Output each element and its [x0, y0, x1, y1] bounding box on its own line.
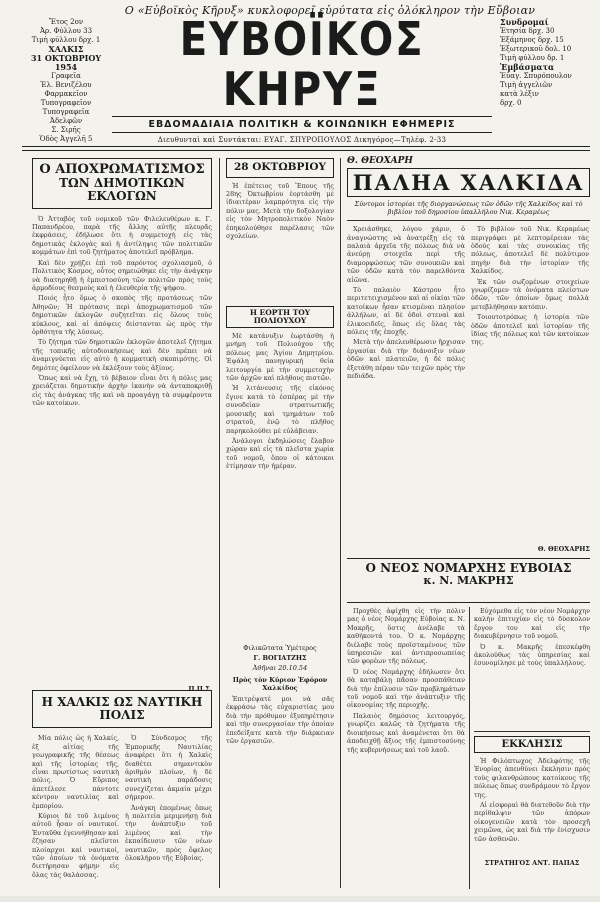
article-body [32, 215, 212, 683]
ear-subtitle: Ἐμβάσματα [500, 62, 555, 72]
article-neos-nomarchis-body [347, 607, 465, 889]
article-body [226, 695, 334, 895]
article-body [226, 182, 334, 302]
headline: Ο ΝΕΟΣ ΝΟΜΑΡΧΗΣ ΕΥΒΟΙΑΣ [365, 561, 572, 575]
ear-line: Ἀρ. Φύλλου 33 [39, 27, 93, 35]
right-ear-box [500, 18, 588, 108]
ear-line: Ἑξάμηνος δρχ. 15 [500, 36, 564, 44]
article-body [347, 607, 465, 889]
ear-city: ΧΑΛΚΙΣ [48, 44, 84, 54]
signature-name: Γ. ΒΟΓΙΑΤΖΗΣ [253, 654, 307, 663]
paragraph: Ἡ ἐπέτειος τοῦ Ἔπους τῆς 28ης Ὀκτωβρίου ἑορτάσθη μὲ ἰδιαιτέραν λαμπρότητα εἰς τὴν πόλιν μας. Μετὰ τὴν δοξολογίαν εἰς τὸν Μητροπολιτικὸν Ναὸν ἐπηκολούθησε παρέλασις τῶν σχολείων. [226, 181, 334, 240]
headline: κ. Ν. ΜΑΚΡΗΣ [423, 574, 514, 588]
two-column-body [32, 734, 212, 902]
paragraph: Ὁ Σύνδεσμος τῆς Ἐμπορικῆς Ναυτιλίας ἀναφέρει ὅτι ἡ Χαλκὶς διαθέτει σημαντικὸν ἀριθμὸν πλοίων, ἡ δὲ ναυτικὴ παράδοσις συνεχίζεται ἀκμαία μέχρι σήμερον. [125, 734, 212, 802]
article-body [226, 332, 334, 642]
ear-line: Τιμὴ φύλλου δρ. 1 [500, 54, 565, 62]
paragraph: Ὁ Ἀτταβὸς τοῦ νομικοῦ τῶν Φιλελευθέρων κ. Γ. Παπανδρέου, παρὰ τῆς ἄλλης αὐτῆς πλευρᾶς ἐκφράσεις, ἐδήλωσε ὅτι ἡ συμμετοχὴ εἰς τὰς δημοτικὰς ἐκλογὰς καὶ ἡ ἀντίληψις τῶν πολιτικῶν κομμάτων ἐπὶ τοῦ ζητήματος ἀποτελεῖ πρόβλημα. [32, 214, 212, 257]
ear-line: Τιμὴ ἀγγελιῶν [500, 81, 553, 89]
article-28-oktovriou [226, 158, 334, 888]
headline-ekklisis: ΕΚΚΛΗΣΙΣ [501, 739, 563, 750]
paragraph: Τοιουτοτρόπως ἡ ἱστορία τῶν ὁδῶν ἀποτελεῖ καὶ ἱστορίαν τῆς ἰδίας τῆς πόλεως καὶ τῶν κατοίκων της. [471, 313, 589, 347]
paragraph: Ποιός ἦτο ὅμως ὁ σκοπὸς τῆς προτάσεως τῶν Ἀθηνῶν; Ἡ πρότασις περὶ ἀποχρωματισμοῦ τῶν δημοτικῶν ἐκλογῶν συζητεῖται εἰς ὅλους τοὺς κύκλους, καὶ αἱ ἀπόψεις διίστανται ὡς πρὸς τὴν ὀρθότητα τῆς λύσεως. [32, 294, 212, 336]
paragraph: Μὲ κατάνυξιν ἑωρτάσθη ἡ μνήμη τοῦ Πολιούχου τῆς πόλεως μας Ἁγίου Δημητρίου. Ἐψάλη πανηγυρικὴ θεία λειτουργία μὲ τὴν συμμετοχὴν τῶν ἀρχῶν καὶ πλήθους πιστῶν. [226, 332, 334, 383]
article-body [471, 225, 589, 543]
ear-line: Ὁδὸς Ἀγγελῆ 5 [39, 135, 93, 143]
column-divider [219, 158, 220, 888]
paragraph: Εὐχόμεθα εἰς τὸν νέον Νομάρχην καλὴν ἐπιτυχίαν εἰς τὸ δύσκολον ἔργον του καὶ εἰς τὴν διακυβέρνησιν τοῦ νομοῦ. [474, 607, 590, 641]
masthead-rule-thin [22, 150, 590, 151]
paragraph: Προχθὲς ἀφίχθη εἰς τὴν πόλιν μας ὁ νέος Νομάρχης Εὐβοίας κ. Ν. Μακρῆς, ὅστις ἀνέλαβε τὰ καθήκοντά του. Ὁ κ. Νομάρχης διέλαβε τοὺς προϊσταμένους τῶν ὑπηρεσιῶν καὶ ἀντιπροσωπείας τῶν φορέων τῆς πόλεως. [347, 607, 465, 666]
headline-box [347, 168, 590, 197]
ear-line: δρχ. 0 [500, 99, 522, 107]
article-body [474, 757, 590, 857]
paragraph: Ἐπιτρέψατέ μοι νὰ σᾶς ἐκφράσω τὰς εὐχαριστίας μου διὰ τὴν πρόθυμον ἐξυπηρέτησιν καὶ τὴν συνεργασίαν τὴν ὁποίαν ἐπεδείξατε κατὰ τὴν διάρκειαν τῶν ἐργασιῶν. [226, 695, 334, 746]
article-body [32, 734, 119, 902]
article-body [474, 607, 590, 727]
newspaper-editors: Διευθυνταὶ καὶ Συντάκται: ΕΥΑΓ. ΣΠΥΡΟΠΟΥΛΟΣ Δικηγόρος—Τηλέφ. 2-33 [157, 136, 447, 144]
column-divider [469, 607, 470, 889]
headline-box [474, 736, 590, 753]
ear-line: Γραφεῖα [51, 72, 81, 80]
article-palia-chalkida [347, 156, 590, 556]
paragraph: Τὸ παλαιὸν Κάστρον ἦτο περιτετειχισμένον καὶ αἱ οἰκίαι τῶν κατοίκων ἦσαν κτισμέναι πλησίον ἀλλήλων, αἱ δὲ ὁδοὶ στεναὶ καὶ ἑλικοειδεῖς, ὅπως εἰς ὅλας τὰς πόλεις τῆς ἐποχῆς. [347, 285, 465, 336]
separator [474, 731, 590, 732]
paragraph: Ἀνάγκη ἐπομένως ὅπως ἡ πολιτεία μεριμνήσῃ διὰ τὴν ἀνάπτυξιν τοῦ λιμένος καὶ τὴν ἐκπαίδευσιν τῶν νέων ναυτικῶν, πρὸς ὄφελος ὁλοκλήρου τῆς Εὐβοίας. [125, 803, 212, 863]
issue-date: 31 ΟΚΤΩΒΡΙΟΥ 1954 [30, 53, 102, 72]
newspaper-subtitle: ΕΒΔΟΜΑΔΙΑΙΑ ΠΟΛΙΤΙΚΗ & ΚΟΙΝΩΝΙΚΗ ΕΦΗΜΕΡΙΣ [112, 116, 492, 133]
paragraph: Κύριοι δὲ τοῦ λιμένος αὐτοῦ ἦσαν οἱ ναυτικοί. Ἐνταῦθα ἐγεννήθησαν καὶ ἔζησαν πλεῖστοι πλοίαρχοι καὶ ναυτικοί, τῶν ὁποίων τὰ ὀνόματα διετήρησαν φήμην εἰς ὅλας τὰς θαλάσσας. [32, 812, 119, 879]
paragraph: Τὸ βιβλίον τοῦ Νικ. Κεραμέως περιγράφει μὲ λεπτομέρειαν τὰς ὁδοὺς καὶ τὰς συνοικίας τῆς πόλεως, ἀποτελεῖ δὲ πολύτιμον πηγὴν διὰ τὴν ἱστορίαν τῆς Χαλκίδος. [471, 225, 589, 276]
paragraph: Χρειάσθηκε, λόγου χάριν, ὁ ἀναγνώστης νὰ ἀνατρέξῃ εἰς τὰ παλαιὰ ἀρχεῖα τῆς πόλεως διὰ νὰ ἀνεύρῃ στοιχεῖα περὶ τῆς διαμορφώσεως τῶν συνοικιῶν καὶ τῶν ὁδῶν κατὰ τὸν παρελθόντα αἰῶνα. [347, 225, 465, 284]
masthead-rule [22, 146, 590, 147]
headline: Η ΧΑΛΚΙΣ ΩΣ ΝΑΥΤΙΚΗ ΠΟΛΙΣ [41, 695, 203, 723]
top-slogan: Ο «Εὐβοϊκὸς Κῆρυξ» κυκλοφορεῖ εὐρύτατα εἰς ὁλόκληρον τὴν Εὔβοιαν [124, 4, 536, 17]
subheadline: Η ΕΟΡΤΗ ΤΟΥ ΠΟΛΙΟΥΧΟΥ [249, 307, 311, 325]
paragraph: Καὶ δὲν χρῄζει ἐπὶ τοῦ παρόντος σχολιασμοῦ, ὁ Πολιτικὸς Κόσμος, οὗτος σημειώθηκε εἰς τὴν ἀνάγκην νὰ διατηρηθῇ ἡ ἐμπιστοσύνη τῶν πολιτῶν πρὸς τοὺς ἀρμοδίους θεσμοὺς καὶ ἡ ἐλευθερία τῆς ψήφου. [32, 258, 212, 292]
ear-line: Ἐτησία δρχ. 30 [500, 27, 555, 35]
ear-line: Ἐλ. Βενιζέλου Φαρμακεῖον [40, 81, 92, 98]
letter-heading: Πρὸς τὸν Κύριον Ἐφόρον Χαλκίδος [232, 676, 328, 693]
paragraph: Μία πόλις ὡς ἡ Χαλκίς, ἐξ αἰτίας τῆς γεωγραφικῆς τῆς θέσεως καὶ τῆς ἱστορίας τῆς, εἶναι πρωτίστως ναυτικὴ πόλις. Ὁ Εὔριπος ἀπετέλεσε πάντοτε κέντρον ναυτιλίας καὶ ἐμπορίου. [32, 734, 119, 810]
left-ear-box [30, 18, 102, 144]
article-dimotikes-ekloges [32, 158, 212, 693]
article-nomarchis-continued [474, 607, 590, 889]
section-rule [347, 602, 590, 603]
column-divider [340, 158, 341, 888]
paragraph: Ὁ κ. Μακρῆς ἐπεσκέφθη ἀκολούθως τὰς ὑπηρεσίας καὶ ἐσυνομίλησε μὲ τοὺς ὑπαλλήλους. [474, 642, 590, 668]
headline: 28 ΟΚΤΩΒΡΙΟΥ [233, 161, 327, 173]
paragraph: Ἀνάλογοι ἐκδηλώσεις ἔλαβον χώραν καὶ εἰς τὰ πλεῖστα χωρία τοῦ νομοῦ, ὅπου οἱ κάτοικοι ἐτίμησαν τὴν ἡμέραν. [226, 436, 334, 471]
newspaper-title: ΕΥΒΟΪΚΟΣ ΚΗΡΥΞ [179, 12, 425, 116]
paragraph: Παλαιὸς δημόσιος λειτουργός, γνωρίζει καλῶς τὰ ζητήματα τῆς διοικήσεως καὶ ἀναμένεται ὅτι θὰ ἀποδειχθῇ ἄξιος τῆς ἐμπιστοσύνης τῆς κυβερνήσεως καὶ τοῦ λαοῦ. [347, 711, 465, 754]
subheadline-box [226, 306, 334, 329]
paragraph: Ἡ Φιλόπτωχος Ἀδελφότης τῆς Ἐνορίας ἀπευθύνει ἔκκλησιν πρὸς τοὺς φιλανθρώπους κατοίκους τῆς πόλεως ὅπως συνδράμουν τὸ ἔργον της. [474, 757, 590, 799]
article-body [125, 734, 212, 902]
paragraph: Ὅπως καὶ νὰ ἔχῃ, τὸ βέβαιον εἶναι ὅτι ἡ πόλις μας χρειάζεται δημοτικὴν ἀρχὴν ἱκανὴν νὰ ἀνταποκριθῇ εἰς τὰς ἀνάγκας τῆς καὶ νὰ προαγάγῃ τὰ συμφέροντα τῶν κατοίκων. [32, 373, 212, 408]
headline: ΤΩΝ ΔΗΜΟΤΙΚΩΝ ΕΚΛΟΓΩΝ [59, 176, 185, 204]
paragraph: Τὸ ζήτημα τῶν δημοτικῶν ἐκλογῶν ἀποτελεῖ ζήτημα τῆς τοπικῆς αὐτοδιοικήσεως καὶ δὲν πρέπει νὰ ἀναμιγνύεται εἰς αὐτὸ ἡ κομματικὴ σκοπιμότης. Οἱ δημότες ὀφείλουν νὰ ἐκλέξουν τοὺς ἀξίους. [32, 338, 212, 372]
headline: ΠΑΛΗΑ ΧΑΛΚΙΔΑ [352, 170, 585, 195]
ear-line: Τυπογραφεῖον [40, 99, 92, 107]
ear-line: Ἐῦαγ. Σπυρόπουλον [500, 72, 572, 80]
signature: Θ. ΘΕΟΧΑΡΗΣ [537, 545, 590, 554]
ear-line: Ἔτος 2ον [48, 18, 84, 26]
byline: Θ. ΘΕΟΧΑΡΗ [347, 156, 413, 166]
signature: Φιλικῶτατα Ὑμέτερος [243, 644, 317, 653]
paragraph: Αἱ εἰσφοραὶ θὰ διατεθοῦν διὰ τὴν περίθαλψιν τῶν ἀπόρων οἰκογενειῶν κατὰ τὸν προσεχῆ χειμῶνα, ὡς καὶ διὰ τὴν ἐνίσχυσιν τῶν ἀσθενῶν. [474, 801, 590, 843]
paragraph: Ἐκ τῶν σωζομένων στοιχείων γνωρίζομεν τὰ ὀνόματα πλείστων ὁδῶν, τῶν ὁποίων ὅμως πολλὰ μετεβλήθησαν κατόπιν. [471, 277, 589, 311]
headline-box [226, 158, 334, 178]
article-body [347, 225, 465, 543]
article-neos-nomarchis-head [347, 562, 590, 602]
ear-line: Ἐξωτερικοῦ δολ. 10 [500, 45, 572, 53]
paragraph: Ἡ λιτάνευσις τῆς εἰκόνος ἔγινε κατὰ τὸ ἑσπέρας μὲ τὴν συνοδείαν στρατιωτικῆς μουσικῆς καὶ τμημάτων τοῦ στρατοῦ, ἐνῷ τὸ πλῆθος παρηκολούθει μὲ εὐλάβειαν. [226, 384, 334, 435]
signature-date: Ἀθῆναι 20.10.54 [252, 664, 308, 673]
two-column-body [347, 225, 590, 543]
headline-box [32, 690, 212, 728]
article-deck: Σύντομοι ἱστορίαι τῆς διοργανώσεως τῶν ὁδῶν τῆς Χαλκίδος καὶ τὸ βιβλίον τοῦ δημοσίου ὑπαλλήλου Νικ. Κεραμέως [354, 200, 583, 217]
section-rule [347, 558, 590, 559]
ear-line: Σ. Σιρῆς [51, 126, 81, 134]
ear-line: κατὰ λέξιν [500, 90, 539, 98]
headline: Ο ΑΠΟΧΡΩΜΑΤΙΣΜΟΣ [39, 162, 205, 177]
ear-title: Συνδρομαί [500, 17, 549, 27]
paragraph: Μετὰ τὴν ἀπελευθέρωσιν ἤρχισαν ἐργασίαι διὰ τὴν διάνοιξιν νέων ὁδῶν καὶ πλατειῶν, ἡ δὲ πόλις ἐξετάθη πέραν τῶν τειχῶν πρὸς τὴν πεδιάδα. [347, 338, 465, 380]
ear-line: Τιμὴ φύλλου δρχ. 1 [31, 36, 101, 44]
signature: Π.Π.Σ. [188, 684, 212, 693]
headline-box [32, 158, 212, 209]
masthead [112, 14, 492, 144]
paragraph: Ὁ νέος Νομάρχης ἐδήλωσεν ὅτι θὰ καταβάλῃ πᾶσαν προσπάθειαν διὰ τὴν ἐπίλυσιν τῶν προβλημάτων τοῦ νομοῦ καὶ τὴν ἀνάπτυξιν τῆς οἰκονομίας τῆς περιοχῆς. [347, 667, 465, 710]
article-nautiki-polis [32, 690, 212, 890]
signature: ΣΤΡΑΤΗΓΟΣ ΑΝΤ. ΠΑΠΑΣ [484, 859, 580, 867]
ear-line: Τυπογραφεῖα Ἀδελφῶν [42, 108, 90, 125]
separator [347, 220, 590, 221]
